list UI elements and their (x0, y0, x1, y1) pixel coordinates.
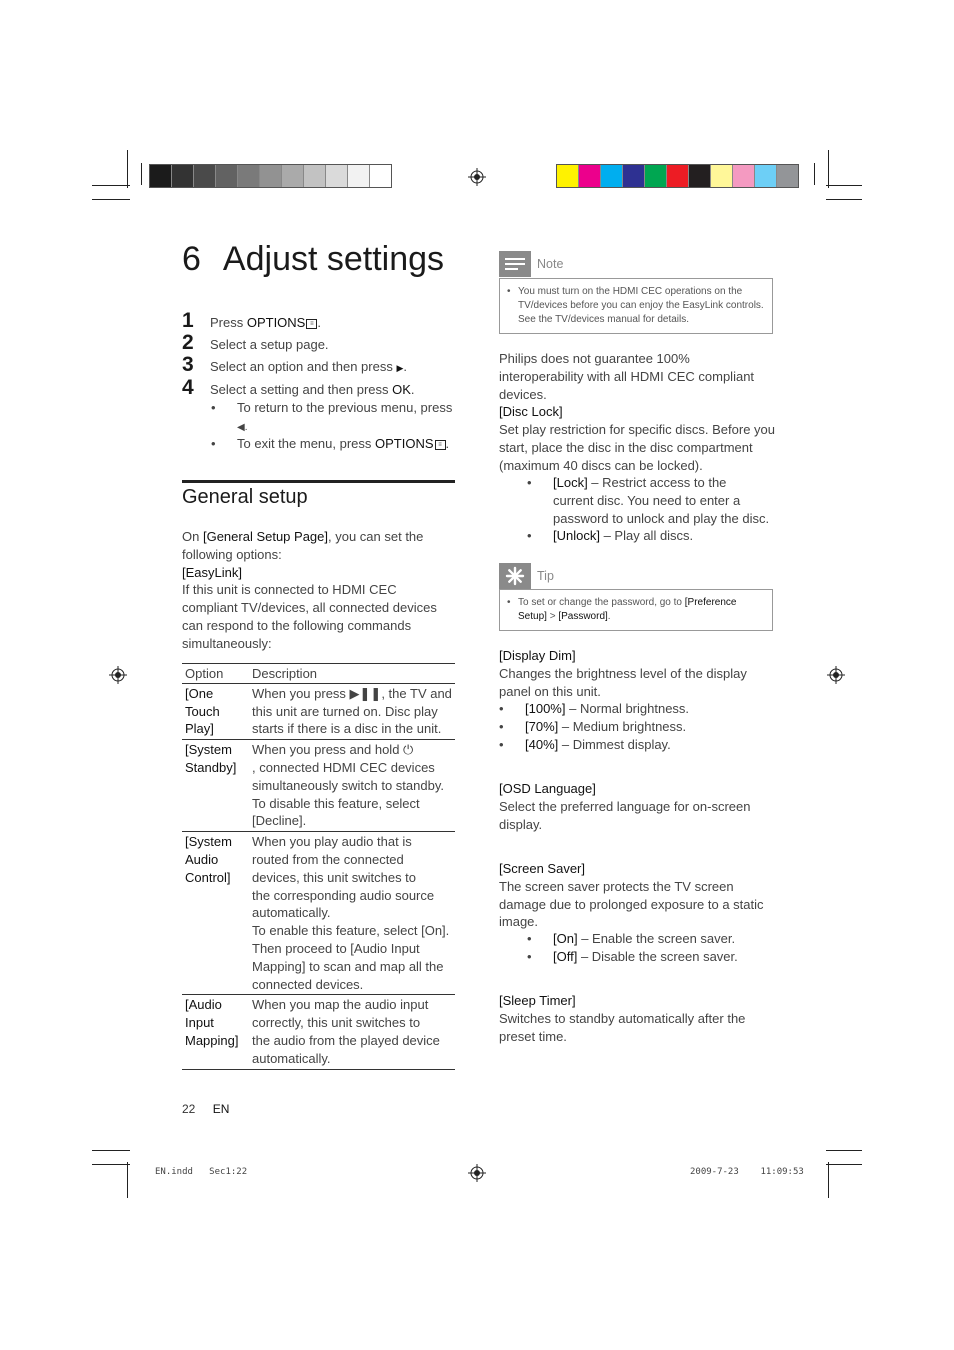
note-header (499, 251, 563, 277)
grayscale-color-bar (149, 164, 392, 188)
step-number: 1 (182, 309, 194, 332)
left-arrow-icon: ◀. (237, 421, 248, 433)
screen-saver-section: [Screen Saver] The screen saver protects the TV screen damage due to prolonged exposure to a static image. (499, 861, 764, 930)
note-box: • You must turn on the HDMI CEC operations on the TV/devices before you can enjoy the EasyLink controls. See the TV/devices manual for details. (499, 278, 773, 334)
step-text: Press (210, 315, 247, 330)
print-slug-date: 2009-7-23 11:09:53 (690, 1167, 804, 1177)
option-cell: [System Standby] (182, 740, 249, 832)
registration-mark-icon (109, 666, 127, 684)
gray-swatch (370, 165, 391, 187)
note-icon (499, 251, 531, 277)
crop-mark (127, 1162, 128, 1198)
options-key: OPTIONS (375, 436, 434, 451)
easylink-label: [EasyLink] (182, 564, 242, 580)
gray-swatch (348, 165, 370, 187)
crop-mark (92, 1150, 130, 1151)
registration-mark-icon (468, 1164, 486, 1182)
screen-saver-label: [Screen Saver] (499, 861, 585, 876)
gray-swatch (194, 165, 216, 187)
crop-mark (92, 185, 130, 186)
chapter-number: 6 (182, 240, 201, 278)
crop-mark (92, 1164, 130, 1165)
gray-swatch (172, 165, 194, 187)
gray-swatch (326, 165, 348, 187)
table-header-row (182, 664, 455, 684)
registration-mark-icon (468, 168, 486, 186)
crop-mark (127, 150, 128, 188)
crop-mark (828, 1162, 829, 1198)
crop-mark (141, 163, 142, 185)
display-dim-label: [Display Dim] (499, 648, 576, 663)
table-row (182, 832, 455, 995)
note-label: Note (537, 257, 564, 271)
color-swatch (579, 165, 601, 187)
sleep-timer-label: [Sleep Timer] (499, 993, 576, 1008)
ok-key: OK (392, 382, 411, 397)
page-footer (182, 1102, 229, 1116)
description-cell: When you press and hold ⏻ , connected HDMI CEC devices simultaneously switch to standby. To disable this feature, select [Decline]. (249, 740, 455, 832)
column-header-description: Description (249, 664, 455, 684)
options-key: OPTIONS (246, 315, 306, 330)
section-rule (182, 480, 455, 483)
osd-language-label: [OSD Language] (499, 781, 596, 796)
gray-swatch (282, 165, 304, 187)
display-dim-section: [Display Dim] Changes the brightness level of the display panel on this unit. (499, 648, 747, 699)
crop-mark (826, 185, 862, 186)
crop-mark (814, 163, 815, 185)
page-number: 22 (182, 1102, 196, 1116)
description-cell: When you press ▶❚❚, the TV and this unit are turned on. Disc play starts if there is a disc in the unit. (249, 683, 455, 739)
option-cell: [One Touch Play] (182, 683, 249, 739)
step-number: 3 (182, 353, 194, 376)
tip-header (499, 563, 554, 589)
sleep-timer-section: [Sleep Timer] Switches to standby automatically after the preset time. (499, 993, 746, 1044)
step-text: Select a setting and then press (210, 382, 393, 397)
description-cell: When you play audio that is routed from the connected devices, this unit switches to the corresponding audio source automatically. To enable this feature, select [On]. Then proceed to [Audio Input Mapping] to scan and map all the connected devices. (249, 832, 455, 995)
disclaimer-text: Philips does not guarantee 100% interoperability with all HDMI CEC compliant devices. [Disc Lock] Set play restriction for specific discs. Before you start, place the disc in the disc compartment (maximum 40 discs can be locked). (499, 351, 776, 473)
gray-swatch (304, 165, 326, 187)
color-swatch (623, 165, 645, 187)
color-swatch (755, 165, 777, 187)
tip-icon (499, 563, 531, 589)
column-header-option: Option (182, 664, 249, 684)
right-arrow-icon: ▶ (396, 363, 404, 373)
general-setup-intro: On [General Setup Page], you can set the following options: [EasyLink] If this unit is connected to HDMI CEC compliant TV/devices, all connected devices can respond to the following commands simultaneously: (182, 529, 437, 651)
color-swatch (667, 165, 689, 187)
easylink-options-table (182, 663, 455, 1070)
disc-lock-label: [Disc Lock] (499, 404, 563, 420)
chapter-title: Adjust settings (222, 240, 445, 278)
color-swatch (557, 165, 579, 187)
table-row (182, 995, 455, 1069)
section-title: General setup (182, 486, 308, 508)
crop-mark (826, 1150, 862, 1151)
step-number: 4 (182, 376, 194, 399)
tip-box: • To set or change the password, go to [Preference Setup] > [Password]. (499, 589, 773, 631)
option-cell: [System Audio Control] (182, 832, 249, 995)
process-color-bar (556, 164, 799, 188)
options-icon: ≡ (435, 440, 446, 450)
print-slug-file: EN.indd Sec1:22 (155, 1167, 248, 1177)
crop-mark (828, 150, 829, 188)
color-swatch (601, 165, 623, 187)
language-code: EN (212, 1102, 230, 1116)
options-icon: ≡ (306, 319, 317, 329)
gray-swatch (150, 165, 172, 187)
chapter-heading (182, 240, 444, 279)
color-swatch (777, 165, 798, 187)
registration-mark-icon (827, 666, 845, 684)
color-swatch (733, 165, 755, 187)
table-row (182, 683, 455, 739)
gray-swatch (216, 165, 238, 187)
color-swatch (711, 165, 733, 187)
table-row (182, 740, 455, 832)
step-text: Select an option and then press (210, 359, 397, 374)
crop-mark (826, 199, 862, 200)
step-number: 2 (182, 331, 194, 354)
option-cell: [Audio Input Mapping] (182, 995, 249, 1069)
crop-mark (92, 199, 130, 200)
gray-swatch (238, 165, 260, 187)
color-swatch (645, 165, 667, 187)
step-text: Select a setup page. (210, 337, 329, 352)
gray-swatch (260, 165, 282, 187)
osd-language-section: [OSD Language] Select the preferred language for on-screen display. (499, 781, 751, 832)
crop-mark (826, 1164, 862, 1165)
description-cell: When you map the audio input correctly, this unit switches to the audio from the played device automatically. (249, 995, 455, 1069)
tip-label: Tip (537, 569, 554, 583)
color-swatch (689, 165, 711, 187)
